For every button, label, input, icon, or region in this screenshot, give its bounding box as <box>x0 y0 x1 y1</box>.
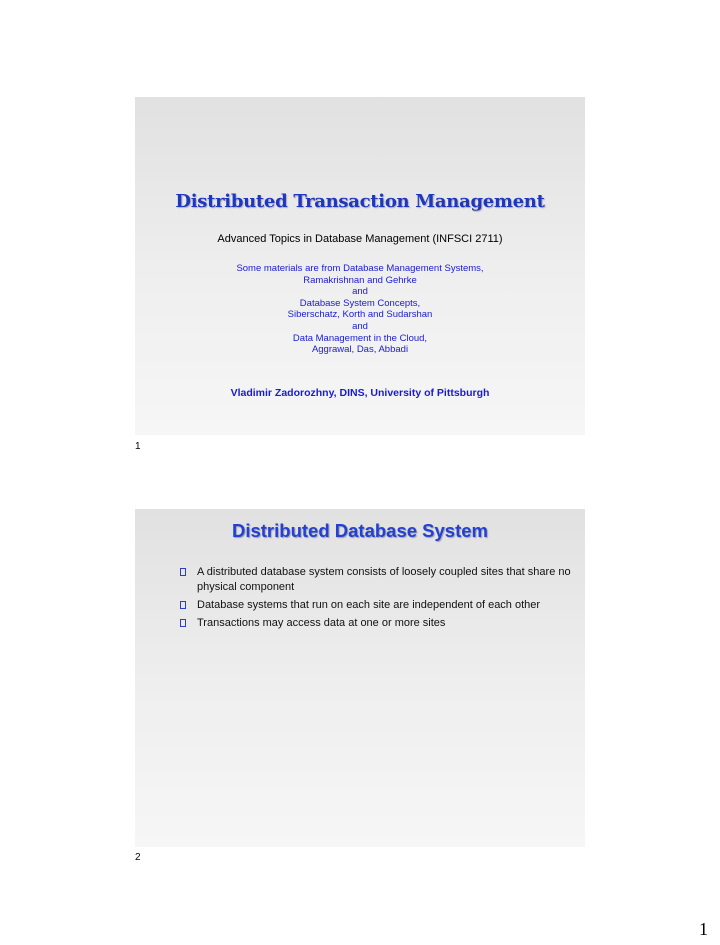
bullet-text: A distributed database system consists of loosely coupled sites that share no physical component <box>197 566 571 593</box>
slide-1-number: 1 <box>135 441 141 452</box>
slide-2 <box>135 509 585 847</box>
slide-1 <box>135 97 585 435</box>
square-bullet-icon <box>180 568 186 576</box>
slide-1-title: Distributed Transaction Management <box>175 191 545 212</box>
slide-1-author: Vladimir Zadorozhny, DINS, University of Pittsburgh <box>230 387 490 399</box>
slide-2-bullet-list <box>177 565 572 634</box>
credit-line: Ramakrishnan and Gehrke <box>303 274 417 286</box>
credit-line: Siberschatz, Korth and Sudarshan <box>287 309 433 321</box>
slide-2-title: Distributed Database System <box>231 520 488 541</box>
bullet-text: Database systems that run on each site are independent of each other <box>197 599 541 611</box>
bullet-item <box>177 616 572 631</box>
slide-1-subtitle: Advanced Topics in Database Management (INFSCI 2711) <box>217 233 503 245</box>
credit-line: Database System Concepts, <box>299 297 421 309</box>
square-bullet-icon <box>180 601 186 609</box>
credit-line: and <box>352 286 368 298</box>
slide-2-number: 2 <box>135 852 141 863</box>
credit-line: Some materials are from Database Management Systems, <box>236 263 484 274</box>
bullet-item <box>177 598 572 613</box>
bullet-item <box>177 565 572 595</box>
credit-line: Data Management in the Cloud, <box>292 332 428 344</box>
credit-line: and <box>352 320 368 332</box>
slide-1-credits <box>135 263 585 356</box>
credit-line: Aggrawal, Das, Abbadi <box>311 344 409 356</box>
bullet-text: Transactions may access data at one or more sites <box>197 617 446 629</box>
page-number: 1 <box>699 919 708 939</box>
square-bullet-icon <box>180 619 186 627</box>
